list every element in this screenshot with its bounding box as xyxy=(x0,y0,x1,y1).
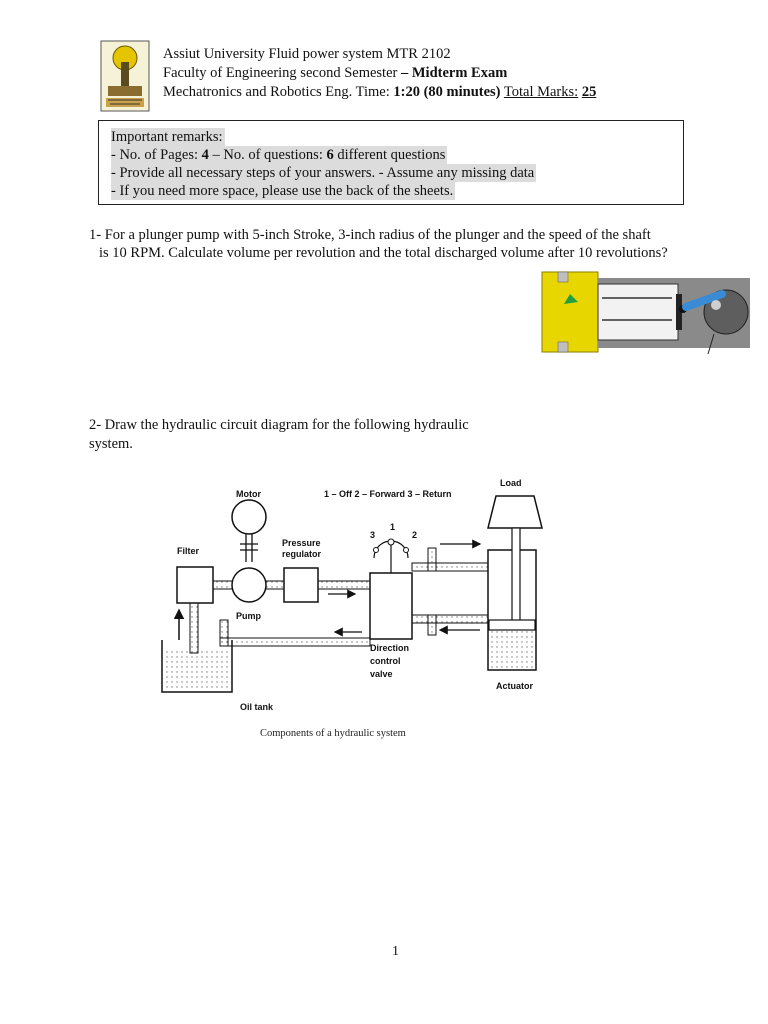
page-number: 1 xyxy=(392,944,399,959)
valve-position-3: 3 xyxy=(370,530,376,540)
header-time: 1:20 (80 minutes) xyxy=(393,84,501,100)
dcv-label-3: valve xyxy=(370,669,393,679)
oil-tank-label: Oil tank xyxy=(240,702,274,712)
university-logo xyxy=(100,40,150,112)
q1-line-1: 1- For a plunger pump with 5-inch Stroke, 3-inch radius of the plunger and the speed of the shaft xyxy=(89,227,651,243)
diagram-caption: Components of a hydraulic system xyxy=(260,728,406,739)
pump-label: Pump xyxy=(236,611,262,621)
remark-questions-suffix: different questions xyxy=(333,147,446,163)
remarks-title: Important remarks: xyxy=(111,129,223,145)
remark-dash: – xyxy=(208,147,224,163)
valve-position-1: 1 xyxy=(390,522,396,532)
remark-space: - If you need more space, please use the back of the sheets. xyxy=(111,183,454,199)
q2-line-2: system. xyxy=(89,436,133,452)
header-faculty: Faculty of Engineering second Semester xyxy=(163,65,401,81)
remark-questions-label: No. of questions: xyxy=(223,147,327,163)
load xyxy=(488,478,542,528)
load-label: Load xyxy=(500,478,522,488)
dcv-label-1: Direction xyxy=(370,643,410,653)
header-dept: Mechatronics and Robotics Eng. Time: xyxy=(163,84,394,100)
pressure-label-2: regulator xyxy=(282,549,322,559)
direction-control-valve xyxy=(370,522,417,679)
remark-steps: - Provide all necessary steps of your answers. - Assume any missing data xyxy=(111,165,535,181)
pressure-label-1: Pressure xyxy=(282,538,321,548)
dcv-label-2: control xyxy=(370,656,401,666)
motor-label: Motor xyxy=(236,489,261,499)
header-line-1: Assiut University Fluid power system MTR 2102 xyxy=(163,46,451,62)
header-exam-type: – Midterm Exam xyxy=(400,65,508,81)
q2-line-1: 2- Draw the hydraulic circuit diagram for the following hydraulic xyxy=(89,417,469,433)
header-total-label: Total Marks: xyxy=(503,84,579,100)
pipes xyxy=(190,548,492,653)
header-line-3 xyxy=(163,83,596,102)
valve-position-2: 2 xyxy=(412,530,418,540)
remark-pages-value: 4 xyxy=(201,147,209,163)
plunger-pump-image xyxy=(540,270,752,354)
pump xyxy=(232,568,266,621)
remarks-box xyxy=(98,120,684,205)
header-total-value: 25 xyxy=(581,84,597,100)
remark-questions-value: 6 xyxy=(326,147,334,163)
q1-line-2: is 10 RPM. Calculate volume per revolution and the total discharged volume after 10 revolutions? xyxy=(99,245,668,261)
motor xyxy=(232,489,266,562)
remark-pages-label: - No. of Pages: xyxy=(111,147,202,163)
actuator xyxy=(488,528,536,691)
actuator-label: Actuator xyxy=(496,681,534,691)
header-line-2 xyxy=(163,64,507,83)
remark-pages xyxy=(111,146,447,164)
filter-label: Filter xyxy=(177,546,200,556)
hydraulic-system-diagram xyxy=(150,470,560,750)
pressure-regulator xyxy=(282,538,322,602)
oil-tank xyxy=(162,640,274,712)
valve-states-label: 1 – Off 2 – Forward 3 – Return xyxy=(324,489,452,499)
